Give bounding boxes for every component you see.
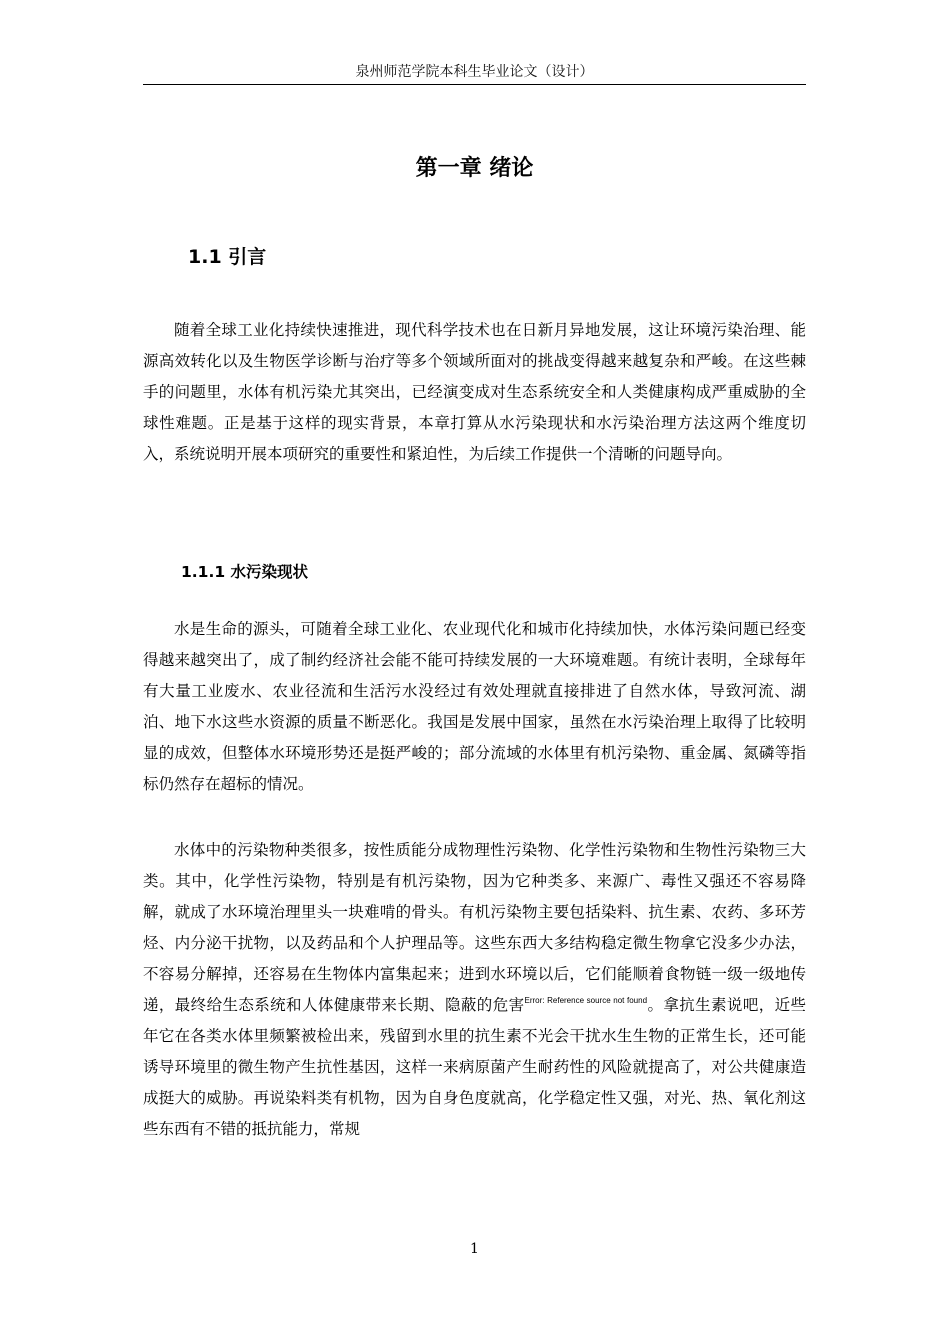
citation-error-reference: Error: Reference source not found (524, 996, 648, 1005)
running-header: 泉州师范学院本科生毕业论文（设计） (355, 64, 594, 80)
page-number: 1 (470, 1241, 479, 1257)
body-paragraph-with-citation (143, 835, 806, 1145)
body-paragraph: 水是生命的源头，可随着全球工业化、农业现代化和城市化持续加快，水体污染问题已经变得越来越突出了，成了制约经济社会能不能可持续发展的一大环境难题。有统计表明，全球每年有大量工业废水、农业径流和生活污水没经过有效处理就直接排进了自然水体，导致河流、湖泊、地下水这些水资源的质量不断恶化。我国是发展中国家，虽然在水污染治理上取得了比较明显的成效，但整体水环境形势还是挺严峻的；部分流域的水体里有机污染物、重金属、氮磷等指标仍然存在超标的情况。 (143, 620, 806, 793)
chapter-title: 第一章 绪论 (415, 156, 534, 181)
intro-paragraph: 随着全球工业化持续快速推进，现代科学技术也在日新月异地发展，这让环境污染治理、能源高效转化以及生物医学诊断与治疗等多个领域所面对的挑战变得越来越复杂和严峻。在这些棘手的问题里，水体有机污染尤其突出，已经演变成对生态系统安全和人类健康构成严重威胁的全球性难题。正是基于这样的现实背景，本章打算从水污染现状和水污染治理方法这两个维度切入，系统说明开展本项研究的重要性和紧迫性，为后续工作提供一个清晰的问题导向。 (143, 321, 806, 463)
section-heading: 1.1 引言 (188, 246, 267, 268)
paragraph-text-part1: 水体中的污染物种类很多，按性质能分成物理性污染物、化学性污染物和生物性污染物三大类。其中，化学性污染物，特别是有机污染物，因为它种类多、来源广、毒性又强还不容易降解，就成了水环境治理里头一块难啃的骨头。有机污染物主要包括染料、抗生素、农药、多环芳烃、内分泌干扰物，以及药品和个人护理品等。这些东西大多结构稳定微生物拿它没多少办法，不容易分解掉，还容易在生物体内富集起来；进到水环境以后，它们能顺着食物链一级一级地传递，最终给生态系统和人体健康带来长期、隐蔽的危害 (143, 841, 806, 1014)
header-divider (143, 84, 806, 85)
subsection-heading: 1.1.1 水污染现状 (181, 563, 309, 581)
paragraph-text-part2: 。拿抗生素说吧，近些年它在各类水体里频繁被检出来，残留到水里的抗生素不光会干扰水生生物的正常生长，还可能诱导环境里的微生物产生抗性基因，这样一来病原菌产生耐药性的风险就提高了，对公共健康造成挺大的威胁。再说染料类有机物，因为自身色度就高，化学稳定性又强，对光、热、氧化剂这些东西有不错的抵抗能力，常规 (143, 996, 806, 1138)
